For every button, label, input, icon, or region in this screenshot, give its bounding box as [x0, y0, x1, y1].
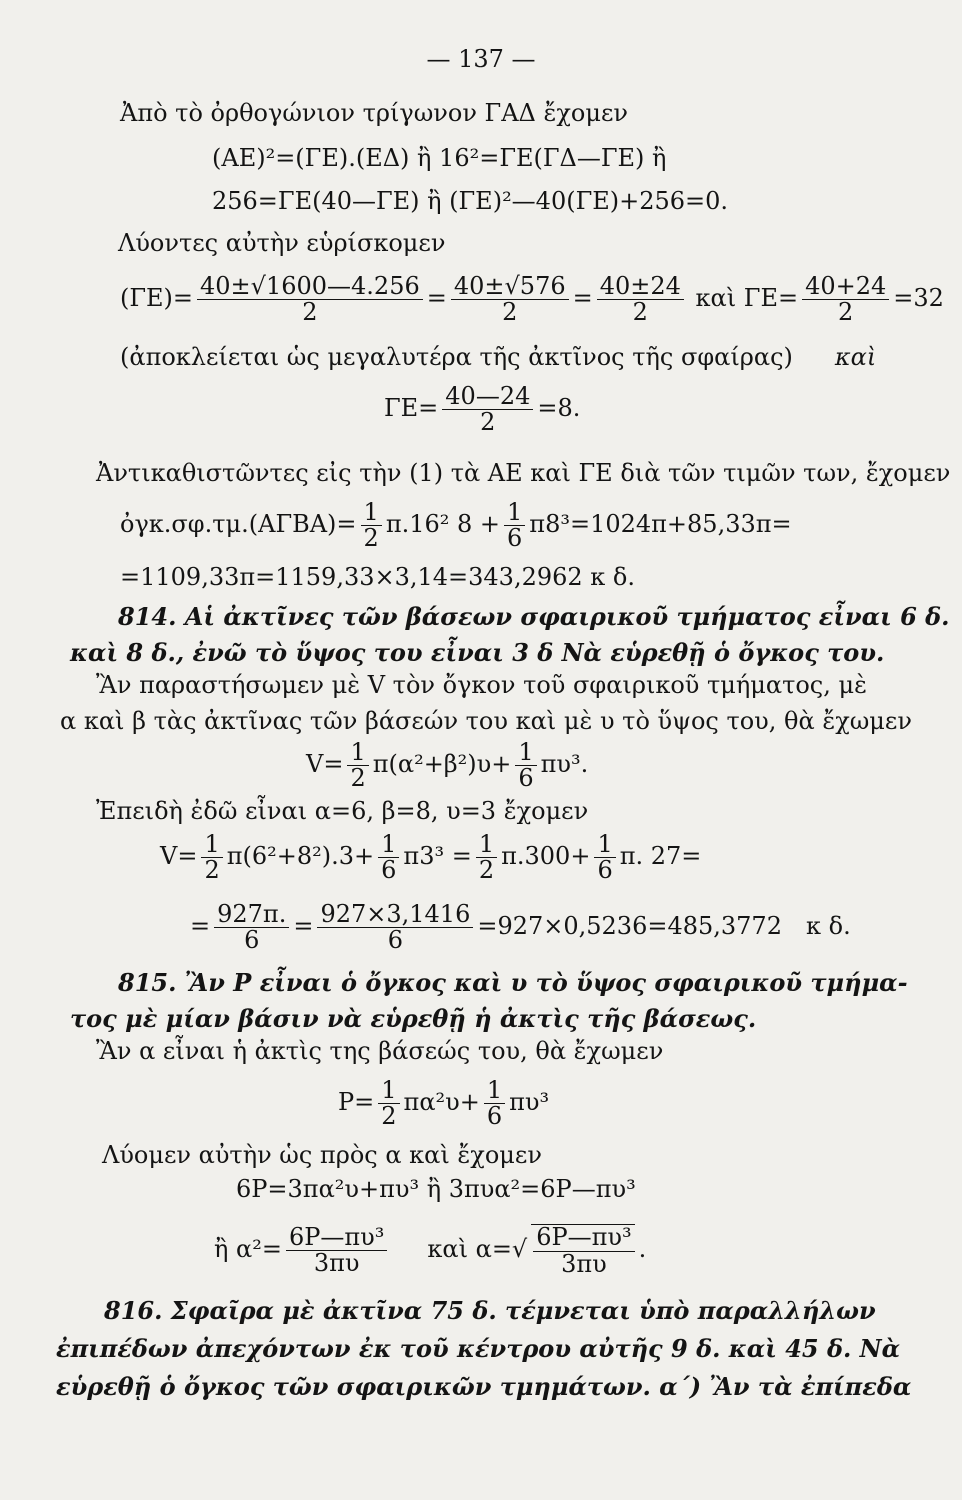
problem-816-heading: 816. Σφαῖρα μὲ ἀκτῖνα 75 δ. τέμνεται ὑπὸ παραλλήλων [104, 1296, 876, 1325]
equation-line: 256=ΓΕ(40—ΓΕ) ἢ (ΓΕ)²—40(ΓΕ)+256=0. [212, 187, 729, 215]
text-line: Λύοντες αὐτὴν εὑρίσκομεν [118, 229, 446, 257]
fraction: $\frac{1}{6}$ [515, 740, 536, 791]
fraction: $\frac{1}{2}$ [476, 832, 497, 883]
text-line: Λύομεν αὐτὴν ὡς πρὸς α καὶ ἔχομεν [102, 1141, 542, 1169]
text-line: (ἀποκλείεται ὡς μεγαλυτέρα τῆς ἀκτῖνος τῆς σφαίρας) καὶ [120, 343, 877, 371]
fraction: $\frac{\text{6P—πυ³}}{3\pi\upsilon}$ [286, 1225, 387, 1276]
page-number: — 137 — [426, 45, 536, 73]
problem-815-heading: 815. Ἂν P εἶναι ὁ ὄγκος καὶ υ τὸ ὕψος σφαιρικοῦ τμήμα- [118, 968, 908, 997]
text-line: Ἀπὸ τὸ ὀρθογώνιον τρίγωνον ΓΑΔ ἔχομεν [120, 99, 628, 127]
fraction: $\frac{1}{2}$ [361, 500, 382, 551]
fraction: $\frac{1}{2}$ [378, 1078, 399, 1129]
fraction: $\frac{1}{6}$ [504, 500, 525, 551]
text-line: α καὶ β τὰς ἀκτῖνας τῶν βάσεών του καὶ μὲ υ τὸ ὕψος του, θὰ ἔχωμεν [60, 707, 912, 735]
fraction: $\frac{927\times 3,1416}{6}$ [317, 902, 473, 953]
fraction: $\frac{40\pm 24}{2}$ [597, 274, 684, 325]
equation-roots: (ΓΕ)= $\frac{40\pm√1600—4.256}{2}$ = $\frac{40\pm√576}{2}$ = $\frac{40\pm 24}{2}$ καὶ ΓΕ= $\frac{40+24}{2}$ =32 [120, 271, 944, 326]
equation-line: 6P=3πα²υ+πυ³ ἢ 3πυα²=6P—πυ³ [236, 1175, 636, 1203]
fraction: $\frac{1}{2}$ [347, 740, 368, 791]
equation-volume: ὀγκ.σφ.τμ.(ΑΓΒΑ)= $\frac{1}{2}$ π.16² 8 + $\frac{1}{6}$ π8³=1024π+85,33π= [120, 497, 792, 552]
problem-816-text: ἐπιπέδων ἀπεχόντων ἐκ τοῦ κέντρου αὐτῆς 9 δ. καὶ 45 δ. Νὰ [56, 1334, 901, 1363]
problem-814-heading: 814. Αἱ ἀκτῖνες τῶν βάσεων σφαιρικοῦ τμήματος εἶναι 6 δ. [118, 602, 950, 631]
text-line: Ἂν α εἶναι ἡ ἀκτὶς της βάσεώς του, θὰ ἔχωμεν [96, 1037, 664, 1065]
problem-816-text: εὑρεθῇ ὁ ὄγκος τῶν σφαιρικῶν τμημάτων. α΄) Ἂν τὰ ἐπίπεδα [56, 1372, 912, 1401]
text-line: Ἐπειδὴ ἐδῶ εἶναι α=6, β=8, υ=3 ἔχομεν [96, 797, 589, 825]
equation-line: =1109,33π=1159,33×3,14=343,2962 κ δ. [120, 563, 635, 591]
eq-text: καὶ ΓΕ= [695, 284, 799, 312]
fraction: $\frac{40\pm√576}{2}$ [451, 274, 569, 325]
fraction: $\frac{40\pm√1600—4.256}{2}$ [197, 274, 423, 325]
equation-ge: ΓΕ= $\frac{40—24}{2}$ =8. [384, 381, 581, 436]
equation-solution: ἢ α²= $\frac{\text{6P—πυ³}}{3\pi\upsilon}$ καὶ α=√ $\frac{\text{6P—πυ³}}{3\pi\upsilon}$ . [214, 1222, 647, 1278]
text-line: Ἂν παραστήσωμεν μὲ V τὸν ὄγκον τοῦ σφαιρικοῦ τμήματος, μὲ [96, 671, 867, 699]
equation-line: (ΑΕ)²=(ΓΕ).(ΕΔ) ἢ 16²=ΓΕ(ΓΔ—ΓΕ) ἢ [212, 144, 667, 172]
text-line: Ἀντικαθιστῶντες εἰς τὴν (1) τὰ ΑΕ καὶ ΓΕ διὰ τῶν τιμῶν των, ἔχομεν [96, 459, 951, 487]
equation-formula-v: V= $\frac{1}{2}$ π(α²+β²)υ+ $\frac{1}{6}$ πυ³. [306, 737, 589, 792]
fraction: $\frac{1}{6}$ [484, 1078, 505, 1129]
fraction-under-root: $\frac{\text{6P—πυ³}}{3\pi\upsilon}$ [531, 1224, 634, 1276]
fraction: $\frac{1}{6}$ [378, 832, 399, 883]
equation-formula-p: P= $\frac{1}{2}$ πα²υ+ $\frac{1}{6}$ πυ³ [338, 1075, 550, 1130]
eq-text: =32 [893, 284, 944, 312]
fraction: $\frac{1}{6}$ [594, 832, 615, 883]
problem-814-text: καὶ 8 δ., ἐνῶ τὸ ὕψος του εἶναι 3 δ Νὰ εὑρεθῇ ὁ ὄγκος του. [70, 638, 885, 667]
problem-815-text: τος μὲ μίαν βάσιν νὰ εὑρεθῇ ἡ ἀκτὶς τῆς βάσεως. [70, 1004, 757, 1033]
eq-text: (ΓΕ)= [120, 284, 194, 312]
fraction: $\frac{927\pi.}{6}$ [214, 902, 289, 953]
fraction: $\frac{40+24}{2}$ [802, 274, 889, 325]
equation-result: = $\frac{927\pi.}{6}$ = $\frac{927\times 3,1416}{6}$ =927×0,5236=485,3772 κ δ. [190, 899, 851, 954]
equation-substitution: V= $\frac{1}{2}$ π(6²+8²).3+ $\frac{1}{6}$ π3³ = $\frac{1}{2}$ π.300+ $\frac{1}{6}$ π. 27= [160, 829, 702, 884]
fraction: $\frac{1}{2}$ [201, 832, 222, 883]
fraction: $\frac{40—24}{2}$ [442, 384, 533, 435]
